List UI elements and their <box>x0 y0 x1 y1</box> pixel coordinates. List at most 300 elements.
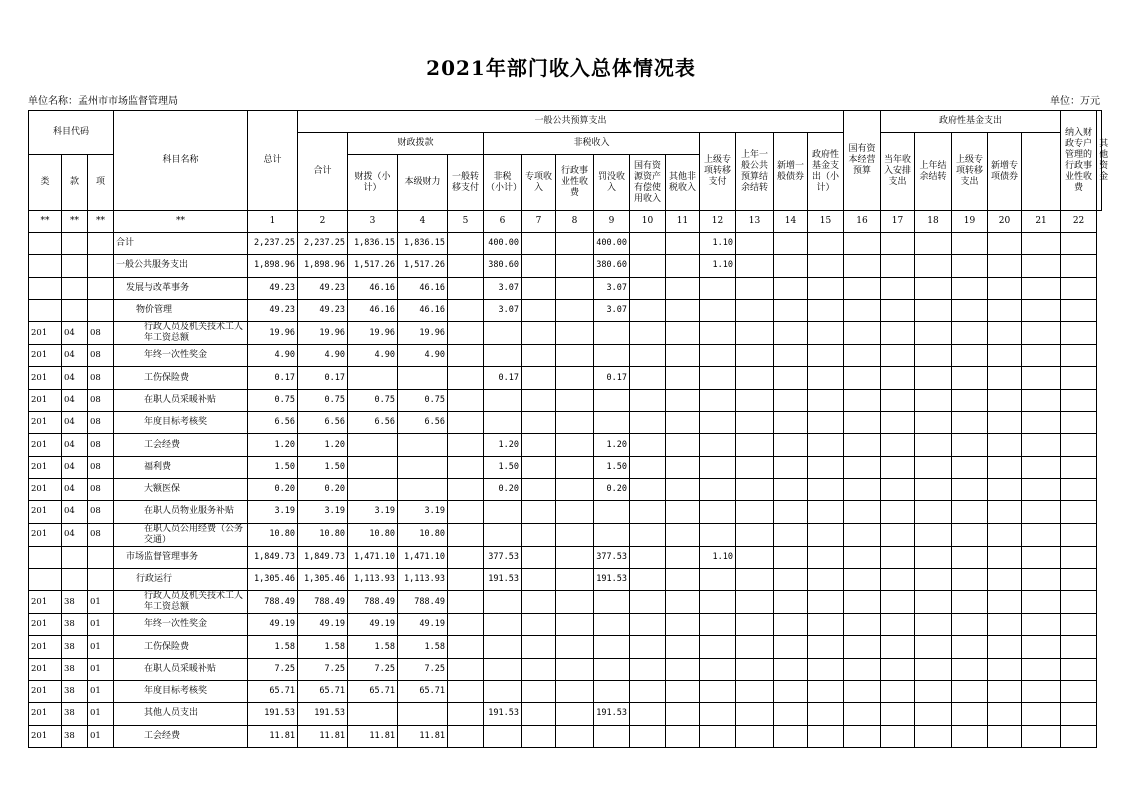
column-number-cell: 13 <box>736 211 774 233</box>
empty-cell <box>522 614 556 636</box>
empty-cell <box>952 277 988 299</box>
header-fiscal-own: 本级财力 <box>398 155 448 211</box>
cell-own: 65.71 <box>398 681 448 703</box>
cell-sub: 49.19 <box>298 614 348 636</box>
table-row <box>29 614 1102 636</box>
empty-cell <box>915 658 952 680</box>
cell-upper <box>700 568 736 590</box>
empty-cell <box>915 233 952 255</box>
empty-cell <box>988 277 1022 299</box>
empty-cell <box>844 725 881 747</box>
cell-upper <box>700 591 736 614</box>
empty-cell <box>988 568 1022 590</box>
empty-cell <box>808 681 844 703</box>
empty-cell <box>630 277 666 299</box>
empty-cell <box>736 456 774 478</box>
empty-cell <box>448 434 484 456</box>
empty-cell <box>556 277 594 299</box>
empty-cell <box>988 233 1022 255</box>
cell-nontax: 3.07 <box>484 299 522 321</box>
cell-total: 1.50 <box>248 456 298 478</box>
cell-own <box>398 478 448 500</box>
cell-nontax: 3.07 <box>484 277 522 299</box>
header-xiang: 项 <box>88 155 114 211</box>
cell-name: 工会经费 <box>114 434 248 456</box>
cell-nontax <box>484 681 522 703</box>
empty-cell <box>556 591 594 614</box>
cell-lei: 201 <box>29 523 62 546</box>
table-header <box>29 111 1109 233</box>
column-number-cell: 9 <box>594 211 630 233</box>
cell-fine: 191.53 <box>594 703 630 725</box>
cell-upper <box>700 523 736 546</box>
empty-cell <box>774 614 808 636</box>
header-lei: 类 <box>29 155 62 211</box>
cell-fiscal: 1.58 <box>348 636 398 658</box>
empty-cell <box>630 255 666 277</box>
empty-cell <box>556 523 594 546</box>
empty-cell <box>556 568 594 590</box>
empty-cell <box>666 322 700 345</box>
cell-kuan: 04 <box>62 367 88 389</box>
empty-cell <box>556 456 594 478</box>
empty-cell <box>448 568 484 590</box>
column-number-cell: 20 <box>988 211 1022 233</box>
cell-total: 1.20 <box>248 434 298 456</box>
table-row <box>29 322 1102 345</box>
cell-fiscal: 1,836.15 <box>348 233 398 255</box>
cell-xiang: 08 <box>88 456 114 478</box>
empty-cell <box>1022 725 1061 747</box>
empty-cell <box>666 389 700 411</box>
cell-sub: 1,898.96 <box>298 255 348 277</box>
empty-cell <box>774 546 808 568</box>
cell-kuan <box>62 299 88 321</box>
empty-cell <box>448 681 484 703</box>
empty-cell <box>881 367 915 389</box>
table-row <box>29 367 1102 389</box>
empty-cell <box>630 658 666 680</box>
cell-kuan: 38 <box>62 703 88 725</box>
empty-cell <box>808 501 844 523</box>
cell-fine <box>594 389 630 411</box>
empty-cell <box>808 703 844 725</box>
cell-name: 大额医保 <box>114 478 248 500</box>
empty-cell <box>666 412 700 434</box>
cell-xiang: 08 <box>88 345 114 367</box>
cell-xiang <box>88 255 114 277</box>
empty-cell <box>808 322 844 345</box>
cell-nontax: 1.20 <box>484 434 522 456</box>
cell-kuan: 04 <box>62 322 88 345</box>
empty-cell <box>522 501 556 523</box>
cell-total: 1,305.46 <box>248 568 298 590</box>
cell-name: 年终一次性奖金 <box>114 345 248 367</box>
empty-cell <box>881 233 915 255</box>
empty-cell <box>915 636 952 658</box>
empty-cell <box>881 546 915 568</box>
cell-lei <box>29 277 62 299</box>
empty-cell <box>1022 389 1061 411</box>
empty-cell <box>666 367 700 389</box>
cell-kuan: 04 <box>62 389 88 411</box>
cell-total: 191.53 <box>248 703 298 725</box>
cell-lei: 201 <box>29 501 62 523</box>
cell-fiscal: 0.75 <box>348 389 398 411</box>
empty-cell <box>774 681 808 703</box>
empty-cell <box>952 591 988 614</box>
empty-cell <box>952 367 988 389</box>
empty-cell <box>1022 456 1061 478</box>
column-number-cell: 8 <box>556 211 594 233</box>
empty-cell <box>988 658 1022 680</box>
empty-cell <box>556 614 594 636</box>
empty-cell <box>808 456 844 478</box>
empty-cell <box>915 277 952 299</box>
empty-cell <box>736 434 774 456</box>
cell-xiang: 01 <box>88 591 114 614</box>
cell-fine <box>594 636 630 658</box>
header-nontax-sub: 非税（小计） <box>484 155 522 211</box>
cell-lei: 201 <box>29 367 62 389</box>
header-special-income: 专项收入 <box>522 155 556 211</box>
empty-cell <box>952 725 988 747</box>
cell-upper <box>700 658 736 680</box>
empty-cell <box>881 636 915 658</box>
cell-lei: 201 <box>29 681 62 703</box>
empty-cell <box>915 367 952 389</box>
empty-cell <box>630 233 666 255</box>
cell-upper <box>700 299 736 321</box>
header-gov-fund: 政府性基金支出 <box>881 111 1061 133</box>
cell-own: 46.16 <box>398 277 448 299</box>
table-row <box>29 568 1102 590</box>
empty-cell <box>808 367 844 389</box>
income-table <box>28 110 1109 748</box>
page-title: 2021年部门收入总体情况表 <box>426 56 696 80</box>
empty-cell <box>522 255 556 277</box>
cell-name: 行政运行 <box>114 568 248 590</box>
header-general-transfer: 一般转移支付 <box>448 155 484 211</box>
header-subject-name: 科目名称 <box>114 111 248 211</box>
empty-cell <box>988 501 1022 523</box>
empty-cell <box>952 568 988 590</box>
empty-cell <box>1061 367 1097 389</box>
cell-fine: 191.53 <box>594 568 630 590</box>
cell-kuan: 04 <box>62 478 88 500</box>
cell-total: 7.25 <box>248 658 298 680</box>
cell-sub: 0.17 <box>298 367 348 389</box>
cell-kuan: 04 <box>62 523 88 546</box>
empty-cell <box>844 591 881 614</box>
header-other-funds: 其他资金 <box>1097 111 1102 211</box>
empty-cell <box>630 614 666 636</box>
cell-total: 49.23 <box>248 299 298 321</box>
empty-cell <box>522 389 556 411</box>
cell-fiscal: 788.49 <box>348 591 398 614</box>
cell-total: 19.96 <box>248 322 298 345</box>
empty-cell <box>774 322 808 345</box>
column-number-cell: 18 <box>915 211 952 233</box>
empty-cell <box>808 568 844 590</box>
cell-total: 788.49 <box>248 591 298 614</box>
column-number-cell: ** <box>29 211 62 233</box>
empty-cell <box>522 412 556 434</box>
empty-cell <box>808 478 844 500</box>
empty-cell <box>666 546 700 568</box>
empty-cell <box>774 255 808 277</box>
empty-cell <box>988 725 1022 747</box>
empty-cell <box>630 367 666 389</box>
cell-lei <box>29 233 62 255</box>
empty-cell <box>556 299 594 321</box>
empty-cell <box>915 345 952 367</box>
cell-sub: 1.58 <box>298 636 348 658</box>
table-row <box>29 703 1102 725</box>
empty-cell <box>808 523 844 546</box>
empty-cell <box>522 277 556 299</box>
cell-lei: 201 <box>29 591 62 614</box>
cell-nontax <box>484 389 522 411</box>
cell-fiscal <box>348 456 398 478</box>
cell-fiscal: 4.90 <box>348 345 398 367</box>
cell-kuan: 38 <box>62 636 88 658</box>
cell-xiang <box>88 277 114 299</box>
empty-cell <box>881 277 915 299</box>
empty-cell <box>952 658 988 680</box>
empty-cell <box>915 434 952 456</box>
cell-fine <box>594 501 630 523</box>
empty-cell <box>988 412 1022 434</box>
empty-cell <box>630 523 666 546</box>
empty-cell <box>522 658 556 680</box>
cell-fiscal: 7.25 <box>348 658 398 680</box>
cell-total: 11.81 <box>248 725 298 747</box>
empty-cell <box>988 367 1022 389</box>
empty-cell <box>952 546 988 568</box>
empty-cell <box>774 412 808 434</box>
cell-xiang: 01 <box>88 681 114 703</box>
empty-cell <box>808 389 844 411</box>
empty-cell <box>522 299 556 321</box>
cell-name: 行政人员及机关技术工人年工资总额 <box>114 322 248 345</box>
empty-cell <box>1022 591 1061 614</box>
cell-fine <box>594 322 630 345</box>
column-number-cell: 1 <box>248 211 298 233</box>
empty-cell <box>844 658 881 680</box>
cell-lei: 201 <box>29 636 62 658</box>
empty-cell <box>736 703 774 725</box>
cell-total: 0.17 <box>248 367 298 389</box>
empty-cell <box>448 658 484 680</box>
empty-cell <box>774 299 808 321</box>
empty-cell <box>556 546 594 568</box>
cell-xiang: 08 <box>88 523 114 546</box>
empty-cell <box>522 703 556 725</box>
cell-xiang <box>88 233 114 255</box>
empty-cell <box>915 703 952 725</box>
cell-xiang <box>88 546 114 568</box>
empty-cell <box>736 299 774 321</box>
empty-cell <box>844 367 881 389</box>
empty-cell <box>1061 523 1097 546</box>
column-number-cell: 17 <box>881 211 915 233</box>
empty-cell <box>952 681 988 703</box>
column-number-cell: 14 <box>774 211 808 233</box>
empty-cell <box>881 725 915 747</box>
cell-upper: 1.10 <box>700 233 736 255</box>
empty-cell <box>881 568 915 590</box>
empty-cell <box>666 523 700 546</box>
table-row <box>29 277 1102 299</box>
cell-xiang <box>88 299 114 321</box>
empty-cell <box>736 681 774 703</box>
empty-cell <box>448 725 484 747</box>
empty-cell <box>915 614 952 636</box>
cell-nontax: 400.00 <box>484 233 522 255</box>
empty-cell <box>881 523 915 546</box>
cell-own: 1.58 <box>398 636 448 658</box>
empty-cell <box>915 523 952 546</box>
table-row <box>29 658 1102 680</box>
empty-cell <box>1061 681 1097 703</box>
empty-cell <box>988 681 1022 703</box>
empty-cell <box>630 434 666 456</box>
empty-cell <box>630 478 666 500</box>
header-kuan: 款 <box>62 155 88 211</box>
cell-fiscal: 49.19 <box>348 614 398 636</box>
empty-cell <box>736 389 774 411</box>
cell-sub: 191.53 <box>298 703 348 725</box>
header-fines: 罚没收入 <box>594 155 630 211</box>
cell-kuan: 04 <box>62 456 88 478</box>
empty-cell <box>881 345 915 367</box>
cell-name: 年度目标考核奖 <box>114 412 248 434</box>
empty-cell <box>808 725 844 747</box>
empty-cell <box>952 614 988 636</box>
header-other-nontax: 其他非税收入 <box>666 155 700 211</box>
cell-own: 19.96 <box>398 322 448 345</box>
cell-sub: 49.23 <box>298 277 348 299</box>
empty-cell <box>522 434 556 456</box>
cell-name: 物价管理 <box>114 299 248 321</box>
column-number-cell: 7 <box>522 211 556 233</box>
cell-lei <box>29 546 62 568</box>
empty-cell <box>1022 233 1061 255</box>
empty-cell <box>630 591 666 614</box>
cell-upper <box>700 367 736 389</box>
cell-sub: 7.25 <box>298 658 348 680</box>
empty-cell <box>522 456 556 478</box>
empty-cell <box>1061 345 1097 367</box>
column-number-row <box>29 211 1102 233</box>
column-number-cell: ** <box>88 211 114 233</box>
empty-cell <box>881 703 915 725</box>
empty-cell <box>808 658 844 680</box>
cell-kuan: 38 <box>62 681 88 703</box>
column-number-cell: 19 <box>952 211 988 233</box>
empty-cell <box>556 681 594 703</box>
cell-lei: 201 <box>29 389 62 411</box>
cell-nontax <box>484 636 522 658</box>
empty-cell <box>448 255 484 277</box>
cell-kuan: 04 <box>62 345 88 367</box>
cell-name: 年终一次性奖金 <box>114 614 248 636</box>
empty-cell <box>881 322 915 345</box>
cell-total: 3.19 <box>248 501 298 523</box>
empty-cell <box>988 345 1022 367</box>
empty-cell <box>1061 478 1097 500</box>
cell-lei: 201 <box>29 456 62 478</box>
empty-cell <box>1022 681 1061 703</box>
cell-nontax: 380.60 <box>484 255 522 277</box>
cell-xiang <box>88 568 114 590</box>
empty-cell <box>915 546 952 568</box>
empty-cell <box>881 389 915 411</box>
empty-cell <box>630 681 666 703</box>
empty-cell <box>988 546 1022 568</box>
empty-cell <box>736 591 774 614</box>
table-body <box>29 233 1102 748</box>
empty-cell <box>844 255 881 277</box>
cell-own: 49.19 <box>398 614 448 636</box>
cell-sub: 3.19 <box>298 501 348 523</box>
cell-upper <box>700 456 736 478</box>
cell-upper <box>700 412 736 434</box>
empty-cell <box>666 681 700 703</box>
cell-name: 在职人员物业服务补贴 <box>114 501 248 523</box>
table-row <box>29 434 1102 456</box>
empty-cell <box>844 614 881 636</box>
cell-own: 7.25 <box>398 658 448 680</box>
column-number-cell: ** <box>114 211 248 233</box>
empty-cell <box>448 501 484 523</box>
empty-cell <box>556 412 594 434</box>
empty-cell <box>808 345 844 367</box>
cell-fiscal: 46.16 <box>348 299 398 321</box>
empty-cell <box>808 233 844 255</box>
empty-cell <box>630 322 666 345</box>
empty-cell <box>522 478 556 500</box>
empty-cell <box>844 434 881 456</box>
empty-cell <box>774 478 808 500</box>
empty-cell <box>952 345 988 367</box>
empty-cell <box>844 277 881 299</box>
cell-lei <box>29 299 62 321</box>
cell-fine <box>594 725 630 747</box>
empty-cell <box>774 233 808 255</box>
header-prev-surplus: 上年一般公共预算结余结转 <box>736 133 774 211</box>
cell-nontax: 0.17 <box>484 367 522 389</box>
empty-cell <box>666 614 700 636</box>
table-row <box>29 681 1102 703</box>
empty-cell <box>736 478 774 500</box>
empty-cell <box>556 703 594 725</box>
empty-cell <box>522 546 556 568</box>
empty-cell <box>630 636 666 658</box>
cell-fiscal: 10.80 <box>348 523 398 546</box>
header-general-budget: 一般公共预算支出 <box>298 111 844 133</box>
cell-fine <box>594 681 630 703</box>
empty-cell <box>952 501 988 523</box>
empty-cell <box>522 591 556 614</box>
empty-cell <box>1022 367 1061 389</box>
cell-upper <box>700 345 736 367</box>
empty-cell <box>988 591 1022 614</box>
empty-cell <box>774 725 808 747</box>
cell-name: 发展与改革事务 <box>114 277 248 299</box>
empty-cell <box>881 658 915 680</box>
